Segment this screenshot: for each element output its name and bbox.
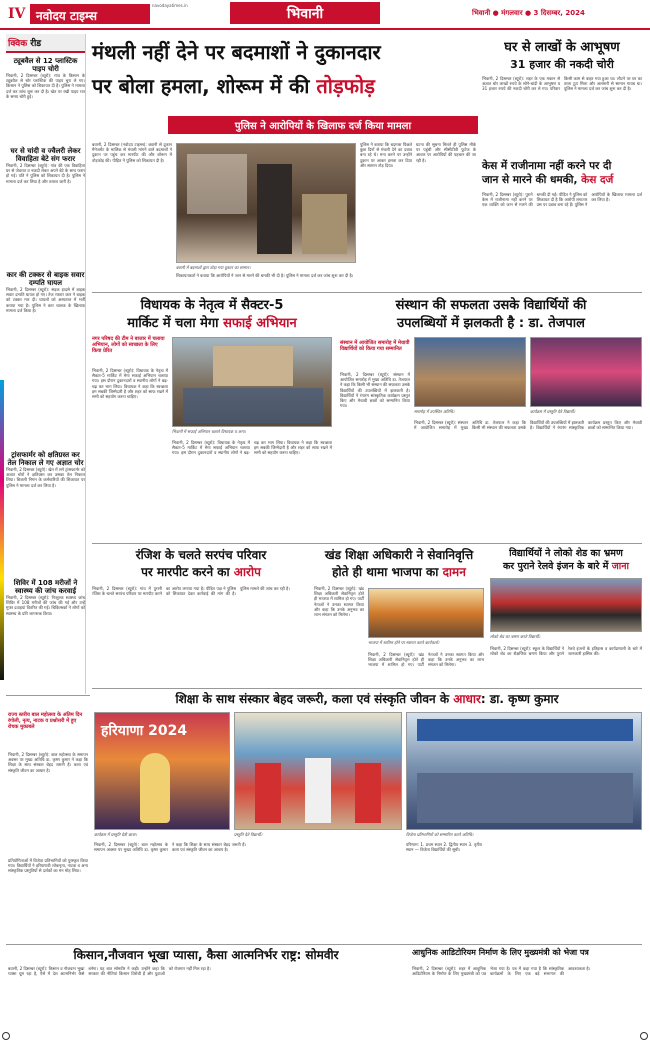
lead-body: शिकायतकर्ता ने बताया कि आरोपियों ने जान से मारने की धमकी भी दी है। पुलिस ने मामला दर्ज कर जांच शुरू कर दी है। [176,273,354,278]
page-number: IV [8,6,26,22]
paper-name: नवोदय टाइम्स [30,4,150,24]
officer-title-highlight: दामन [442,565,466,579]
culture-caption-3: विजेता प्रतिभागियों को सम्मानित करते अतिथि। [406,832,474,837]
tour-title-2 [490,561,642,573]
culture-body-1: भिवानी, 2 दिसम्बर (ब्यूरो): बाल महोत्सव के समापन अवसर पर मुख्य अतिथि डा. कृष्ण कुमार ने कहा कि शिक्षा के साथ संस्कार बेहद जरूरी हैं। कला एवं संस्कृति जीवन का आधार है। [8,752,88,773]
cleanup-photo [172,337,332,427]
culture-title [92,692,642,707]
culture-banner-text: हरियाणा 2024 [101,723,188,739]
institute-title-2: उपलब्धियों में झलकती है : डा. तेजपाल [397,316,585,331]
officer-photo-caption: भाजपा में शामिल होने पर स्वागत करते कार्यकर्ता। [368,640,440,645]
farmer-title: किसान,नौजवान भूखा प्यासा, कैसा आत्मनिर्भर राष्ट्र: सोमवीर [73,948,339,962]
culture-caption-2: प्रस्तुति देते विद्यार्थी। [234,832,263,837]
tour-body: भिवानी, 2 दिसम्बर (ब्यूरो): स्कूल के विद्यार्थियों ने लोको शेड का शैक्षणिक भ्रमण किया और पुराने रेलवे इंजनों के इतिहास व कार्यप्रणाली के बारे में जानकारी हासिल की। [490,646,642,657]
culture-title-highlight: आधार [453,692,481,706]
sidebar-body: भिवानी, 2 दिसम्बर (ब्यूरो): निःशुल्क स्वास्थ्य जांच शिविर में 108 मरीजों की जांच की गई और उन्हें मुफ्त दवाइयां वितरित की गईं। चिकित्सकों ने लोगों को स्वास्थ्य के प्रति जागरूक किया। [6,595,85,616]
institute-photo-2 [530,337,642,407]
farmer-body: बवानी, 2 दिसम्बर (ब्यूरो): किसान व नौजवान भूखा प्यासा घूम रहा है, ऐसे में देश आत्मनिर्भर कैसे बनेगा। यह बात सोमवीर ने कही। उन्होंने कहा कि सरकार की नीतियां किसान विरोधी हैं और युवाओं को रोजगार नहीं मिल रहा है। [8,966,211,977]
cleanup-photo-caption: भिवानी में सफाई अभियान चलाते विधायक व अन्य। [172,429,246,434]
culture-photo-dance [94,712,230,830]
officer-body-2: भिवानी, 2 दिसम्बर (ब्यूरो): खंड शिक्षा अधिकारी सेवानिवृत्त होते ही भाजपा में शामिल हो गए। पार्टी नेताओं ने उनका स्वागत किया और कहा कि उनके अनुभव का लाभ संगठन को मिलेगा। [368,652,484,668]
culture-photo-award [406,712,642,830]
tour-photo-caption: लोको शेड का भ्रमण करते विद्यार्थी। [490,634,541,639]
threat-title-2 [482,174,642,187]
officer-title-1: खंड शिक्षा अधिकारी ने सेवानिवृत्ति [324,548,474,562]
jewelry-body: भिवानी, 2 दिसम्बर (ब्यूरो): शहर के एक मकान से अज्ञात चोर लाखों रुपये के सोने-चांदी के आभूषण व 31 हजार रुपये की नकदी चोरी कर ले गए। परिवार किसी काम से बाहर गया हुआ था। लौटने पर घर का ताला टूटा मिला और अलमारी से सामान गायब था। पुलिस ने मामला दर्ज कर जांच शुरू कर दी है। [482,76,642,92]
sidebar-header-read: रीड [27,39,42,49]
color-registration-bar [0,380,4,680]
institute-body-2: भिवानी, 2 दिसम्बर (ब्यूरो): संस्थान में आयोजित समारोह में मुख्य अतिथि डा. तेजपाल ने कहा कि किसी भी संस्थान की सफलता उसके विद्यार्थियों की उपलब्धियों में झलकती है। विद्यार्थियों ने रंगारंग सांस्कृतिक कार्यक्रम प्रस्तुत किए और मेधावी छात्रों को सम्मानित किया गया। [414,420,642,431]
auditorium-body: भिवानी, 2 दिसम्बर (ब्यूरो): शहर में आधुनिक आडिटोरियम के निर्माण के लिए मुख्यमंत्री को पत्र भेजा गया है। पत्र में कहा गया है कि सांस्कृतिक कार्यक्रमों के लिए एक बड़े सभागार की आवश्यकता है। [412,966,591,977]
cleanup-title-1: विधायक के नेतृत्व में सैक्टर-5 [140,298,284,313]
lead-body: बवानी, 2 दिसम्बर (नवोदय टाइम्स): बवानी से दुकान मैनेजमेंट के मालिक से मंथली मांगने वाले बदमाशों ने दुकान पर पहुंच कर मारपीट की और शोरूम में तोड़फोड़ की। पीड़ित ने पुलिस को शिकायत दी है। [92,142,172,163]
tour-title-1: विद्यार्थियों ने लोको शेड का भ्रमण [509,548,623,559]
cleanup-body: भिवानी, 2 दिसम्बर (ब्यूरो): विधायक के नेतृत्व में सैक्टर-5 मार्किट में मेगा सफाई अभियान चलाया गया। इस दौरान दुकानदारों व स्थानीय लोगों ने बढ़-चढ़ कर भाग लिया। विधायक ने कहा कि स्वच्छता हम सबकी जिम्मेदारी है और शहर को साफ रखने में सभी को सहयोग करना चाहिए। [92,368,168,400]
culture-bullet: राज्य स्तरीय बाल महोत्सव के अंतिम दिन रंगोली, नृत्य, नाटक व प्रश्नोत्तरी में हुए रोचक मुकाबले [8,712,83,730]
sidebar [6,34,86,694]
cleanup-title-highlight: सफाई अभियान [223,316,297,331]
sarpanch-body: भिवानी, 2 दिसम्बर (ब्यूरो): गांव में पुरानी रंजिश के चलते सरपंच परिवार पर मारपीट करने का आरोप लगाया गया है। पीड़ित पक्ष ने पुलिस को शिकायत देकर कार्रवाई की मांग की है। पुलिस मामले की जांच कर रही है। [92,586,290,597]
sidebar-header [6,34,85,53]
divider [92,292,642,293]
culture-photo-stage [234,712,402,830]
sarpanch-title-2 [92,565,310,580]
sidebar-header-quick: क्विक [8,39,28,49]
lead-photo-caption: बवानी में बदमाशों द्वारा तोड़ा गया दुकान का सामान। [176,265,251,270]
lead-headline-line-1: मंथली नहीं देने पर बदमाशों ने दुकानदार [92,40,381,64]
officer-title-2 [314,565,484,580]
sidebar-headline: ट्यूबवैल से 12 प्लास्टिक पाइप चोरी [13,57,78,73]
lead-headline-highlight: तोड़फोड़ [316,74,375,98]
dateline: भिवानी ● मंगलवार ● 3 दिसम्बर, 2024 [472,9,585,17]
sidebar-body: भिवानी, 2 दिसम्बर (ब्यूरो): गांव की एक विवाहिता घर से जेवरात व नकदी लेकर अपने बेटे के साथ फरार हो गई। पति ने पुलिस को शिकायत दी है। पुलिस ने मामला दर्ज कर लिया है और तलाश जारी है। [6,163,85,184]
registration-mark [640,1032,648,1040]
culture-divider [6,695,90,696]
threat-body: भिवानी, 2 दिसम्बर (ब्यूरो): पुराने केस में राजीनामा नहीं करने पर एक व्यक्ति को जान से मारने की धमकी दी गई। पीड़ित ने पुलिस को शिकायत दी है कि आरोपी लगातार उस पर दबाव बना रहे हैं। पुलिस ने आरोपियों के खिलाफ मामला दर्ज कर लिया है। [482,192,642,208]
threat-title-highlight: केस दर्ज [581,174,614,186]
officer-body: भिवानी, 2 दिसम्बर (ब्यूरो): खंड शिक्षा अधिकारी सेवानिवृत्त होते ही भाजपा में शामिल हो गए। पार्टी नेताओं ने उनका स्वागत किया और कहा कि उनके अनुभव का लाभ संगठन को मिलेगा। [314,586,364,618]
jewelry-title-2: 31 हजार की नकदी चोरी [510,58,614,71]
lead-body: घटना की सूचना मिलते ही पुलिस मौके पर पहुंची और सीसीटीवी फुटेज के आधार पर आरोपियों की पहचान की जा रही है। [416,142,476,163]
institute-body: भिवानी, 2 दिसम्बर (ब्यूरो): संस्थान में आयोजित समारोह में मुख्य अतिथि डा. तेजपाल ने कहा कि किसी भी संस्थान की सफलता उसके विद्यार्थियों की उपलब्धियों में झलकती है। विद्यार्थियों ने रंगारंग सांस्कृतिक कार्यक्रम प्रस्तुत किए और मेधावी छात्रों को सम्मानित किया गया। [340,372,410,409]
jewelry-title-1: घर से लाखों के आभूषण [504,40,620,55]
officer-title-text: होते ही थामा भाजपा का [332,565,443,579]
institute-title-1: संस्थान की सफलता उसके विद्यार्थियों की [395,298,587,313]
sarpanch-title-text: पर मारपीट करने का [141,565,234,579]
culture-body-3: भिवानी, 2 दिसम्बर (ब्यूरो): बाल महोत्सव के समापन अवसर पर मुख्य अतिथि डा. कृष्ण कुमार ने कहा कि शिक्षा के साथ संस्कार बेहद जरूरी हैं। कला एवं संस्कृति जीवन का आधार है। [94,842,246,853]
sidebar-body: भिवानी, 2 दिसम्बर (ब्यूरो): गांव के किसान के ट्यूबवैल से चोर प्लास्टिक की पाइप चुरा ले गए। किसान ने पुलिस को शिकायत दी है। पुलिस ने मामला दर्ज कर जांच शुरू कर दी है। खेत पर रखी पाइप रात के समय चोरी हुई। [6,73,85,99]
lead-headline-line-2 [92,74,477,98]
tour-title-highlight: जाना [611,561,629,572]
cleanup-title-text: मार्किट में चला मेगा [127,316,224,331]
lead-banner: पुलिस ने आरोपियों के खिलाफ दर्ज किया मामला [168,116,478,134]
cleanup-title-2 [92,316,332,332]
culture-results: परिणाम: 1. प्रथम स्थान 2. द्वितीय स्थान 3. तृतीय स्थान — विजेता विद्यार्थियों की सूची। [406,842,482,853]
tour-title-text: कर पुराने रेलवे इंजन के बारे में [503,561,612,572]
sidebar-body: भिवानी, 2 दिसम्बर (ब्यूरो): खेत में लगे ट्रांसफार्मर को अज्ञात चोरों ने क्षतिग्रस्त कर उसका तेल निकाल लिया। बिजली निगम के कर्मचारियों की शिकायत पर पुलिस ने मामला दर्ज कर लिया है। [6,467,85,488]
sidebar-headline: ट्रांसफार्मर को क्षतिग्रस्त कर तेल निकाल ले गए अज्ञात चोर [7,451,84,467]
culture-title-speaker: : डा. कृष्ण कुमार [480,692,559,706]
auditorium-title: आधुनिक आडिटोरियम निर्माण के लिए मुख्यमंत्री को भेजा पत्र [412,948,589,957]
lead-headline-text: पर बोला हमला, शोरूम में की [92,74,317,98]
tour-photo [490,578,642,632]
threat-title-text: जान से मारने की धमकी, [482,174,582,186]
institute-bullet: संस्थान में आयोजित समारोह में मेधावी विद्यार्थियों को किया गया सम्मानित [340,340,410,352]
sarpanch-title-1: रंजिश के चलते सरपंच परिवार [135,548,267,562]
culture-body-2: प्रतियोगिताओं में विजेता प्रतिभागियों को पुरस्कृत किया गया। विद्यार्थियों ने हरियाणवी लोकनृत्य, नाटक व अन्य सांस्कृतिक प्रस्तुतियों से दर्शकों का मन मोह लिया। [8,858,88,874]
registration-mark [2,1032,10,1040]
divider [92,688,642,689]
culture-caption-1: कार्यक्रम में प्रस्तुति देती छात्रा। [94,832,137,837]
sidebar-headline: कार की टक्कर से बाइक सवार दम्पति घायल [6,271,85,287]
divider [92,543,642,544]
culture-title-text: शिक्षा के साथ संस्कार बेहद जरूरी, कला एवं संस्कृति जीवन के [175,692,454,706]
cleanup-bullet: नगर परिषद की टीम ने बाजार में चलाया अभियान, लोगों को स्वच्छता के लिए किया प्रेरित [92,336,165,354]
lead-body: पुलिस ने बताया कि बदमाश पिछले कुछ दिनों से मंथली देने का दबाव बना रहे थे। मना करने पर उन्होंने दुकान पर आकर हमला कर दिया और सामान तोड़ दिया। [360,142,412,168]
officer-photo [368,588,484,638]
site-url: navodayatimes.in [152,3,188,8]
lead-photo [176,143,356,263]
masthead [0,0,650,30]
divider [6,944,642,945]
threat-title-1: केस में राजीनामा नहीं करने पर दी [482,160,612,172]
cleanup-body-2: भिवानी, 2 दिसम्बर (ब्यूरो): विधायक के नेतृत्व में सैक्टर-5 मार्किट में मेगा सफाई अभियान चलाया गया। इस दौरान दुकानदारों व स्थानीय लोगों ने बढ़-चढ़ कर भाग लिया। विधायक ने कहा कि स्वच्छता हम सबकी जिम्मेदारी है और शहर को साफ रखने में सभी को सहयोग करना चाहिए। [172,440,332,456]
section-title: भिवानी [230,2,380,24]
sidebar-headline: घर से चांदी व ज्वैलरी लेकर विवाहिता बेटे संग फरार [10,147,81,163]
sidebar-headline: शिविर में 108 मरीजों ने स्वास्थ्य की जांच करवाई [13,579,78,595]
sarpanch-title-highlight: आरोप [233,565,261,579]
institute-caption-1: समारोह में उपस्थित अतिथि। [414,409,455,414]
institute-photo-1 [414,337,526,407]
institute-caption-2: कार्यक्रम में प्रस्तुति देते विद्यार्थी। [530,409,576,414]
sidebar-body: भिवानी, 2 दिसम्बर (ब्यूरो): सड़क हादसे में बाइक सवार दम्पति घायल हो गए। तेज रफ्तार कार ने बाइक को टक्कर मार दी। घायलों को अस्पताल में भर्ती कराया गया है। पुलिस ने कार चालक के खिलाफ मामला दर्ज किया है। [6,287,85,313]
